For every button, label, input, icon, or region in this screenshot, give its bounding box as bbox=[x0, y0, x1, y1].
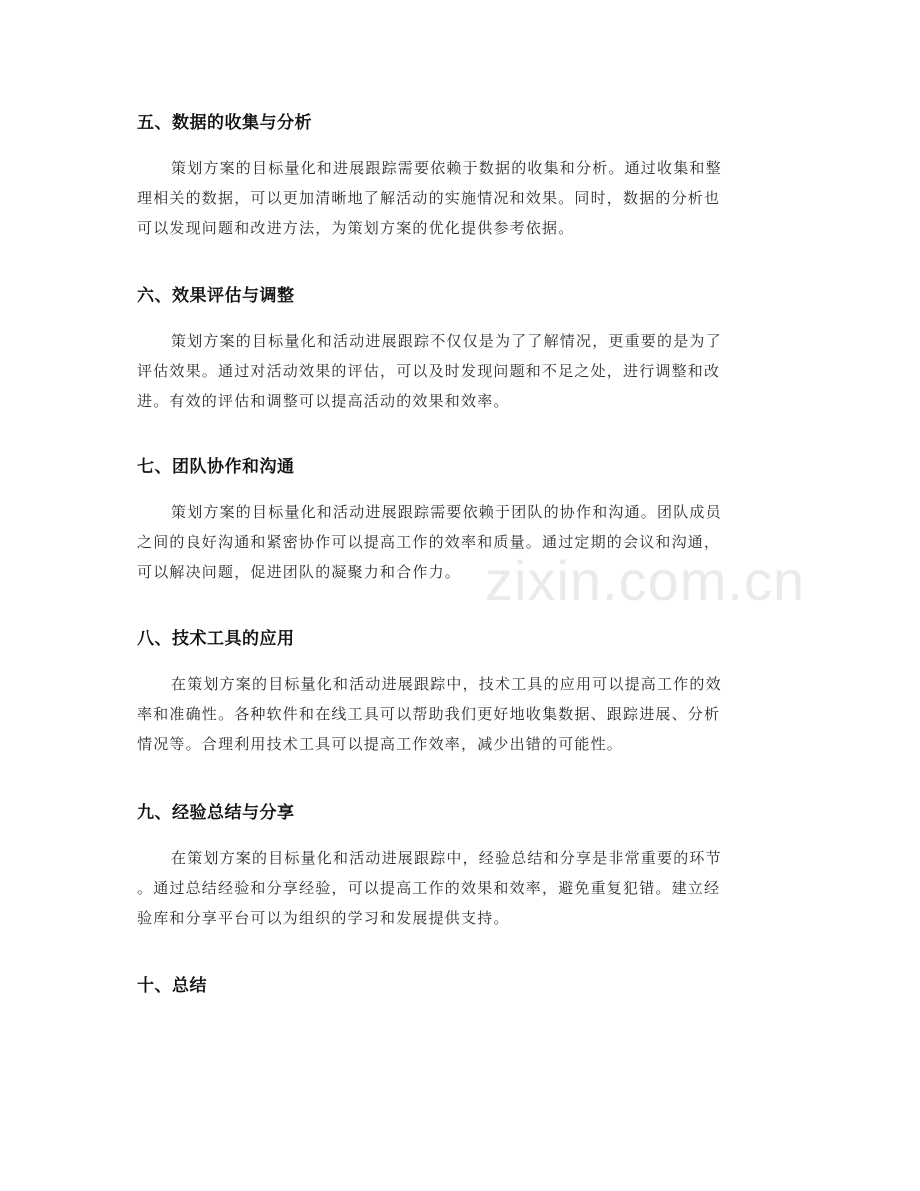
section-paragraph bbox=[137, 497, 787, 587]
section-heading: 五、数据的收集与分析 bbox=[137, 113, 312, 133]
section-5 bbox=[137, 111, 787, 243]
paragraph-line: 可以解决问题，促进团队的凝聚力和合作力。 bbox=[137, 563, 462, 581]
section-7 bbox=[137, 455, 787, 587]
paragraph-line: 在策划方案的目标量化和活动进展跟踪中，经验总结和分享是非常重要的环节 bbox=[171, 849, 722, 867]
section-6 bbox=[137, 284, 787, 416]
section-9 bbox=[137, 801, 787, 933]
section-heading: 九、经验总结与分享 bbox=[137, 803, 295, 823]
paragraph-line: 评估效果。通过对活动效果的评估，可以及时发现问题和不足之处，进行调整和改 bbox=[137, 362, 721, 380]
paragraph-line: 策划方案的目标量化和活动进展跟踪不仅仅是为了了解情况，更重要的是为了 bbox=[171, 332, 722, 350]
paragraph-line: 理相关的数据，可以更加清晰地了解活动的实施情况和效果。同时，数据的分析也 bbox=[137, 189, 721, 207]
section-heading: 七、团队协作和沟通 bbox=[137, 457, 295, 477]
section-10 bbox=[137, 974, 787, 998]
paragraph-line: 进。有效的评估和调整可以提高活动的效果和效率。 bbox=[137, 392, 510, 410]
paragraph-line: 之间的良好沟通和紧密协作可以提高工作的效率和质量。通过定期的会议和沟通， bbox=[137, 533, 721, 551]
paragraph-line: 率和准确性。各种软件和在线工具可以帮助我们更好地收集数据、跟踪进展、分析 bbox=[137, 705, 721, 723]
section-paragraph bbox=[137, 326, 787, 416]
paragraph-line: 。通过总结经验和分享经验，可以提高工作的效果和效率，避免重复犯错。建立经 bbox=[137, 879, 721, 897]
paragraph-line: 验库和分享平台可以为组织的学习和发展提供支持。 bbox=[137, 909, 510, 927]
paragraph-line: 在策划方案的目标量化和活动进展跟踪中，技术工具的应用可以提高工作的效 bbox=[171, 675, 722, 693]
section-heading: 十、总结 bbox=[137, 976, 207, 996]
watermark: zixin.com.cn bbox=[485, 549, 806, 612]
section-heading: 八、技术工具的应用 bbox=[137, 629, 295, 649]
section-heading: 六、效果评估与调整 bbox=[137, 286, 295, 306]
paragraph-line: 策划方案的目标量化和活动进展跟踪需要依赖于团队的协作和沟通。团队成员 bbox=[171, 503, 722, 521]
paragraph-line: 策划方案的目标量化和进展跟踪需要依赖于数据的收集和分析。通过收集和整 bbox=[171, 159, 722, 177]
section-paragraph bbox=[137, 843, 787, 933]
section-paragraph bbox=[137, 669, 787, 759]
paragraph-line: 可以发现问题和改进方法，为策划方案的优化提供参考依据。 bbox=[137, 219, 575, 237]
section-paragraph bbox=[137, 153, 787, 243]
section-8 bbox=[137, 627, 787, 759]
paragraph-line: 情况等。合理利用技术工具可以提高工作效率，减少出错的可能性。 bbox=[137, 735, 624, 753]
